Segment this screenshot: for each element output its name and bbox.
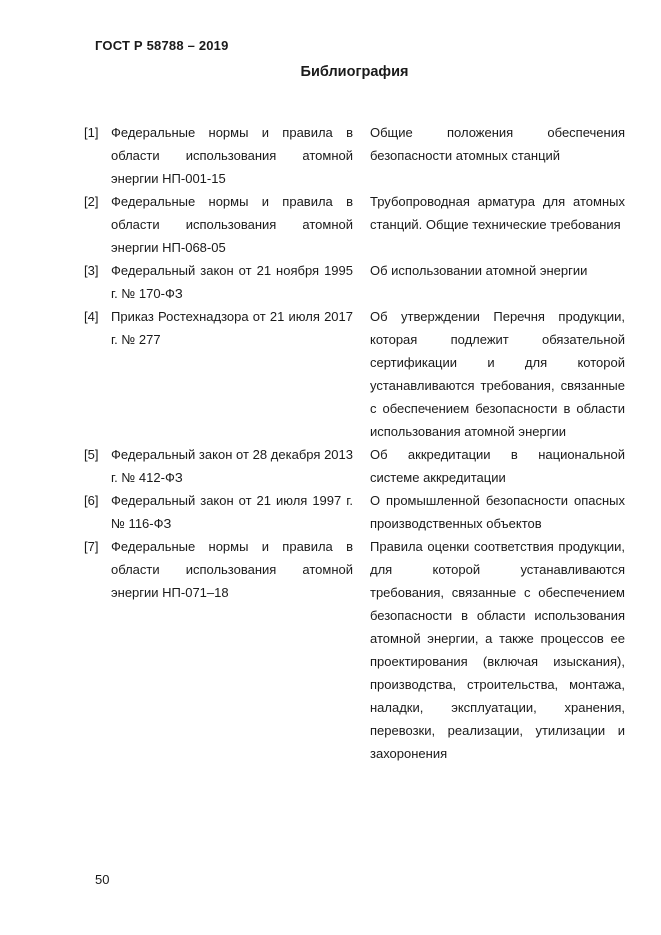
entry-number: [6] xyxy=(84,493,99,508)
entry-number: [2] xyxy=(84,194,99,209)
entry-number: [1] xyxy=(84,125,99,140)
page-number: 50 xyxy=(95,872,110,887)
bibliography-entry xyxy=(84,190,628,259)
entry-document: Приказ Ростехнадзора от 21 июля 2017 г. № 277 xyxy=(111,309,353,347)
entry-number: [3] xyxy=(84,263,99,278)
document-code: ГОСТ Р 58788 – 2019 xyxy=(95,38,229,53)
entry-description: Об утверждении Перечня продукции, которая подлежит обязательной сертификации и для которой устанавливаются требования, связанные с обеспечением безопасности в области использования атомной энергии xyxy=(370,309,625,439)
entry-document: Федеральные нормы и правила в области использования атомной энергии НП-071–18 xyxy=(111,539,353,600)
entry-document: Федеральный закон от 28 декабря 2013 г. № 412-ФЗ xyxy=(111,447,353,485)
bibliography-list xyxy=(84,121,628,765)
bibliography-entry xyxy=(84,443,628,489)
entry-description: Об использовании атомной энергии xyxy=(370,263,588,278)
entry-number: [4] xyxy=(84,309,99,324)
bibliography-entry xyxy=(84,489,628,535)
entry-document: Федеральные нормы и правила в области использования атомной энергии НП-001-15 xyxy=(111,125,353,186)
entry-document: Федеральный закон от 21 ноября 1995 г. № 170-ФЗ xyxy=(111,263,353,301)
entry-description: Трубопроводная арматура для атомных станций. Общие технические требования xyxy=(370,194,625,232)
bibliography-entry xyxy=(84,535,628,765)
bibliography-entry xyxy=(84,121,628,190)
entry-description: Правила оценки соответствия продукции, для которой устанавливаются требования, связанные с обеспечением безопасности в области использования атомной энергии, а также процессов ее проектирования (включая изыскания), производства, строительства, монтажа, наладки, эксплуатации, хранения, перевозки, реализации, утилизации и захоронения xyxy=(370,539,625,761)
entry-description: Общие положения обеспечения безопасности атомных станций xyxy=(370,125,625,163)
bibliography-entry xyxy=(84,259,628,305)
entry-number: [7] xyxy=(84,539,99,554)
page-title: Библиография xyxy=(300,64,409,80)
entry-document: Федеральные нормы и правила в области использования атомной энергии НП-068-05 xyxy=(111,194,353,255)
entry-document: Федеральный закон от 21 июля 1997 г. № 116-ФЗ xyxy=(111,493,353,531)
entry-number: [5] xyxy=(84,447,99,462)
bibliography-entry xyxy=(84,305,628,443)
entry-description: Об аккредитации в национальной системе аккредитации xyxy=(370,447,625,485)
entry-description: О промышленной безопасности опасных производственных объектов xyxy=(370,493,625,531)
